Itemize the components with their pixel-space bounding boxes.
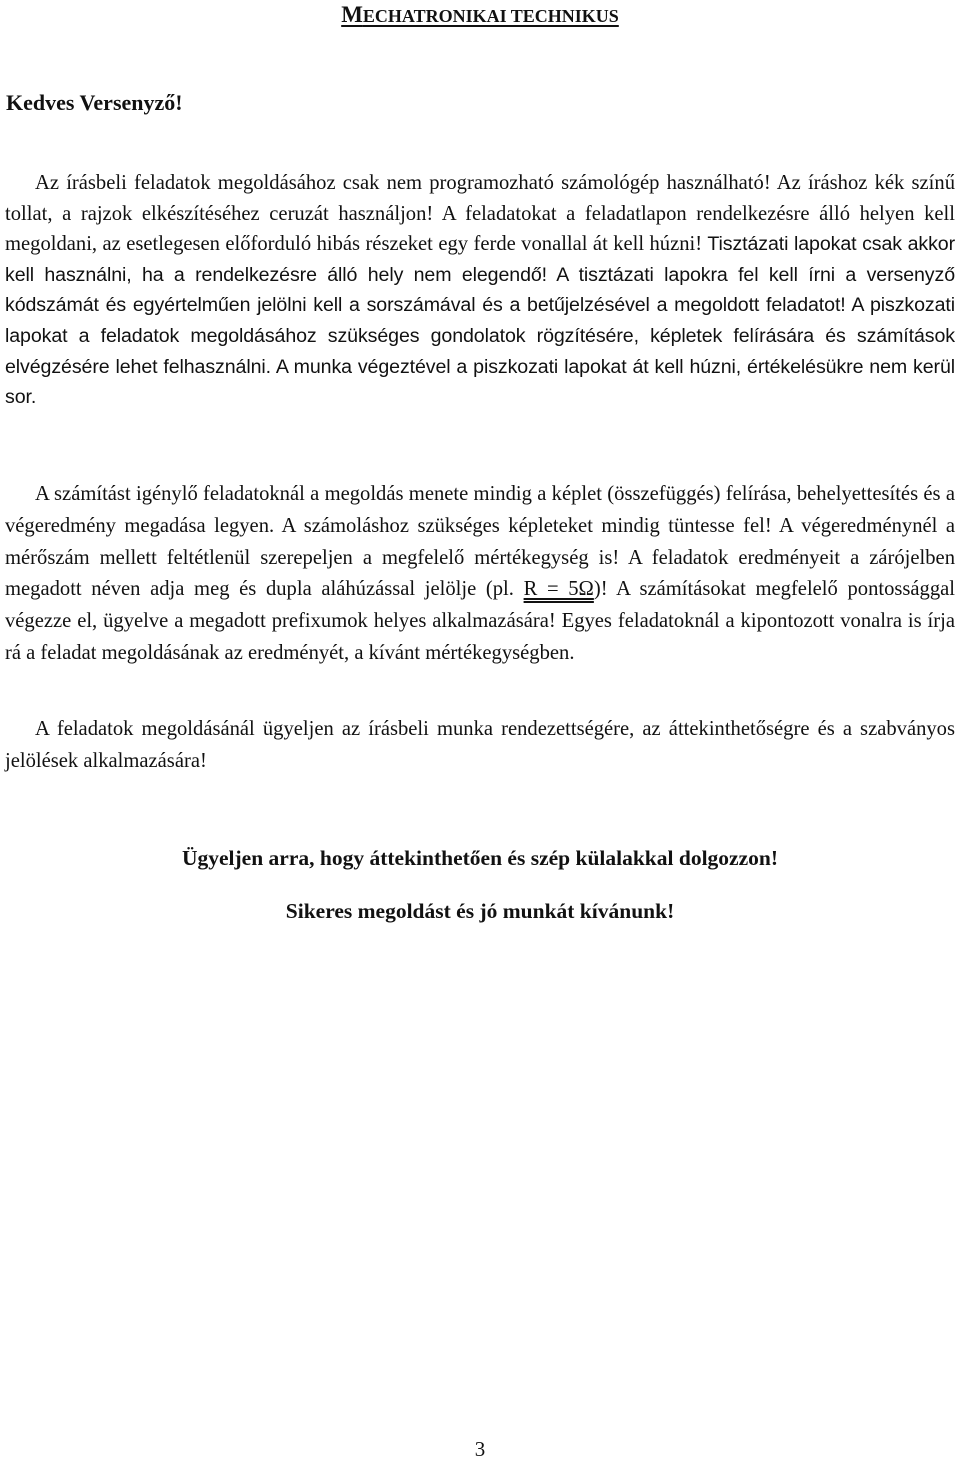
neatness-paragraph: A feladatok megoldásánál ügyeljen az írásbeli munka rendezettségére, az áttekinthetőségre és a szabványos jelölések alkalmazására! (5, 718, 955, 772)
greeting: Kedves Versenyző! (6, 90, 183, 115)
instructions-sentence-4: A piszkozati lapokat a feladatok megoldásához szükséges gondolatok rögzítésére, képletek felírására és számítások elvégzésére lehet felhasználni. A munka végeztével a piszkozati lapokat át kell húzni, értékelésükre nem kerül sor. (5, 294, 955, 409)
calculation-rules-text-after: )! A számításokat megfelelő pontossággal végezze el, ügyelve a megadott prefixumok helyes alkalmazására! Egyes feladatoknál a kipontozott vonalra is írja rá a feladat megoldásának az eredményét, a kívánt mértékegységben. (5, 578, 956, 664)
calculation-rules-text-before: A számítást igénylő feladatoknál a megoldás menete mindig a képlet (összefüggés) felírása, behelyettesítés és a végeredmény megadása legyen. A számoláshoz szükséges képleteket mindig tüntesse fel! A végeredménynél a mérőszám mellett feltétlenül szerepeljen a megfelelő mértékegység is! A feladatok eredményeit a zárójelben megadott néven adja meg és dupla aláhúzással jelölje (pl. (5, 483, 955, 601)
instructions-sentence-3: A tisztázati lapokra fel kell írni a versenyző kódszámát és egyértelműen jelölni kell a sorszámával és a betűjelzésével a megoldott feladatot! (5, 263, 955, 317)
instructions-sentence-2: Tisztázati lapokat csak akkor kell használni, ha a rendelkezésre álló hely nem elegendő! (5, 233, 955, 286)
double-underline-example: R = 5Ω (523, 578, 594, 601)
closing-line-good-luck: Sikeres megoldást és jó munkát kívánunk! (285, 899, 675, 923)
page-title (0, 0, 960, 31)
calculation-rules-paragraph (5, 479, 955, 670)
instructions-sentence-1: Az írásbeli feladatok megoldásához csak nem programozható számológép használható! Az íráshoz kék színű tollat, a rajzok elkészítéséhez ceruzát használjon! A feladatokat a feladatlapon rendelkezésre álló helyen kell megoldani, az esetlegesen előforduló hibás részeket egy ferde vonallal át kell húzni! (5, 172, 955, 256)
page-title-initial: M (341, 2, 363, 27)
closing-line-neatness: Ügyeljen arra, hogy áttekinthetően és szép külalakkal dolgozzon! (181, 846, 779, 870)
instructions-paragraph (5, 168, 955, 413)
page-title-rest: ECHATRONIKAI TECHNIKUS (362, 6, 619, 26)
page-number: 3 (474, 1437, 486, 1461)
